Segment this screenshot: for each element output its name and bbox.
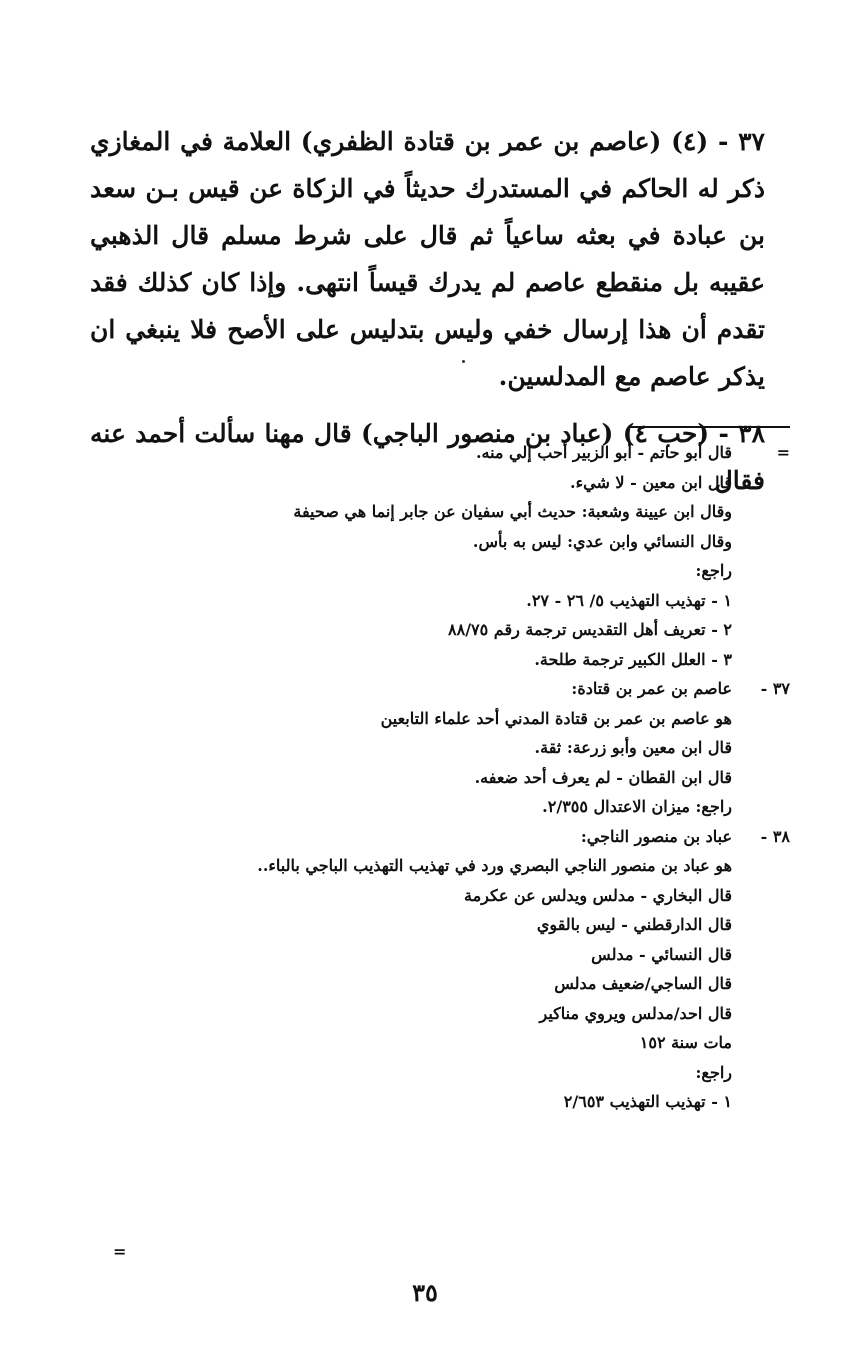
footnote-line: ٣ - العلل الكبير ترجمة طلحة. xyxy=(534,649,732,669)
footnote-line: قال أبو حاتم - أبو الزبير أحب إلي منه. xyxy=(475,443,732,462)
footnote-line: قال ابن معين - لا شيء. xyxy=(570,472,732,492)
entry-38-number: ٣٨ xyxy=(738,419,766,448)
footnote-line: راجع: xyxy=(695,561,732,580)
footnote-line: قال احد/مدلس ويروي مناكير xyxy=(539,1003,732,1023)
entry-38-text: - (حب ٤) (عباد بن منصور الباجي) قال مهنا سألت أحمد عنه فقال xyxy=(90,419,765,495)
footnote-line: راجع: ميزان الاعتدال ٢/٣٥٥. xyxy=(542,797,732,816)
footnote-38-heading: عباد بن منصور الناجي: xyxy=(580,826,732,846)
footnote-line: قال النسائي - مدلس xyxy=(591,944,732,964)
footnote-line: هو عباد بن منصور الناجي البصري ورد في تهذيب التهذيب الباجي بالباء.. xyxy=(257,856,732,875)
footnote-line: قال الساجي/ضعيف مدلس xyxy=(554,974,732,993)
footnote-line: قال الدارقطني - ليس بالقوي xyxy=(536,915,732,934)
footnote-continued xyxy=(110,438,790,674)
footnote-line: وقال ابن عيينة وشعبة: حديث أبي سفيان عن جابر إنما هي صحيفة xyxy=(293,502,732,521)
footnote-38-marker: ٣٨ - xyxy=(760,826,790,846)
ink-speck xyxy=(462,360,465,363)
footnote-line: ٢ - تعريف أهل التقديس ترجمة رقم ٨٨/٧٥ xyxy=(448,620,732,639)
footnote-line: هو عاصم بن عمر بن قتادة المدني أحد علماء التابعين xyxy=(380,708,732,728)
footnote-line: وقال النسائي وابن عدي: ليس به بأس. xyxy=(472,531,732,551)
footnote-line: راجع: xyxy=(695,1062,732,1082)
footnote-line: قال ابن معين وأبو زرعة: ثقة. xyxy=(534,738,732,757)
footnote-37 xyxy=(110,674,790,822)
margin-continuation-mark: = xyxy=(113,1242,127,1261)
footnote-38 xyxy=(110,822,790,1117)
footnote-37-marker: ٣٧ - xyxy=(760,679,790,698)
footnote-line: ١ - تهذيب التهذيب ٥/ ٢٦ - ٢٧. xyxy=(526,590,732,610)
continuation-marker: = xyxy=(776,443,790,462)
footnotes xyxy=(110,438,790,1117)
footnote-divider xyxy=(630,426,790,428)
entry-37-paragraph xyxy=(90,118,765,400)
page-number: ٣٥ xyxy=(412,1278,438,1307)
entry-37-number: ٣٧ xyxy=(738,127,765,156)
entry-37-text: - (٤) (عاصم بن عمر بن قتادة الظفري) العلامة في المغازي ذكر له الحاكم في المستدرك حديثاً في الزكاة عن قيس بـن سعد بن عبادة في بعثه ساعياً ثم قال على شرط مسلم قال الذهبي عقيبه بل منقطع عاصم لم يدرك قيساً انتهى. وإذا كان كذلك فقد تقدم أن هذا إرسال خفي وليس بتدليس على الأصح فلا ينبغي ان يذكر عاصم مع المدلسين. xyxy=(90,127,765,391)
footnote-line: مات سنة ١٥٢ xyxy=(639,1033,732,1052)
footnote-line: قال البخاري - مدلس ويدلس عن عكرمة xyxy=(464,885,732,905)
footnote-37-heading: عاصم بن عمر بن قتادة: xyxy=(571,679,732,698)
footnote-line: قال ابن القطان - لم يعرف أحد ضعفه. xyxy=(474,767,732,787)
footnote-line: ١ - تهذيب التهذيب ٢/٦٥٣ xyxy=(563,1092,732,1111)
